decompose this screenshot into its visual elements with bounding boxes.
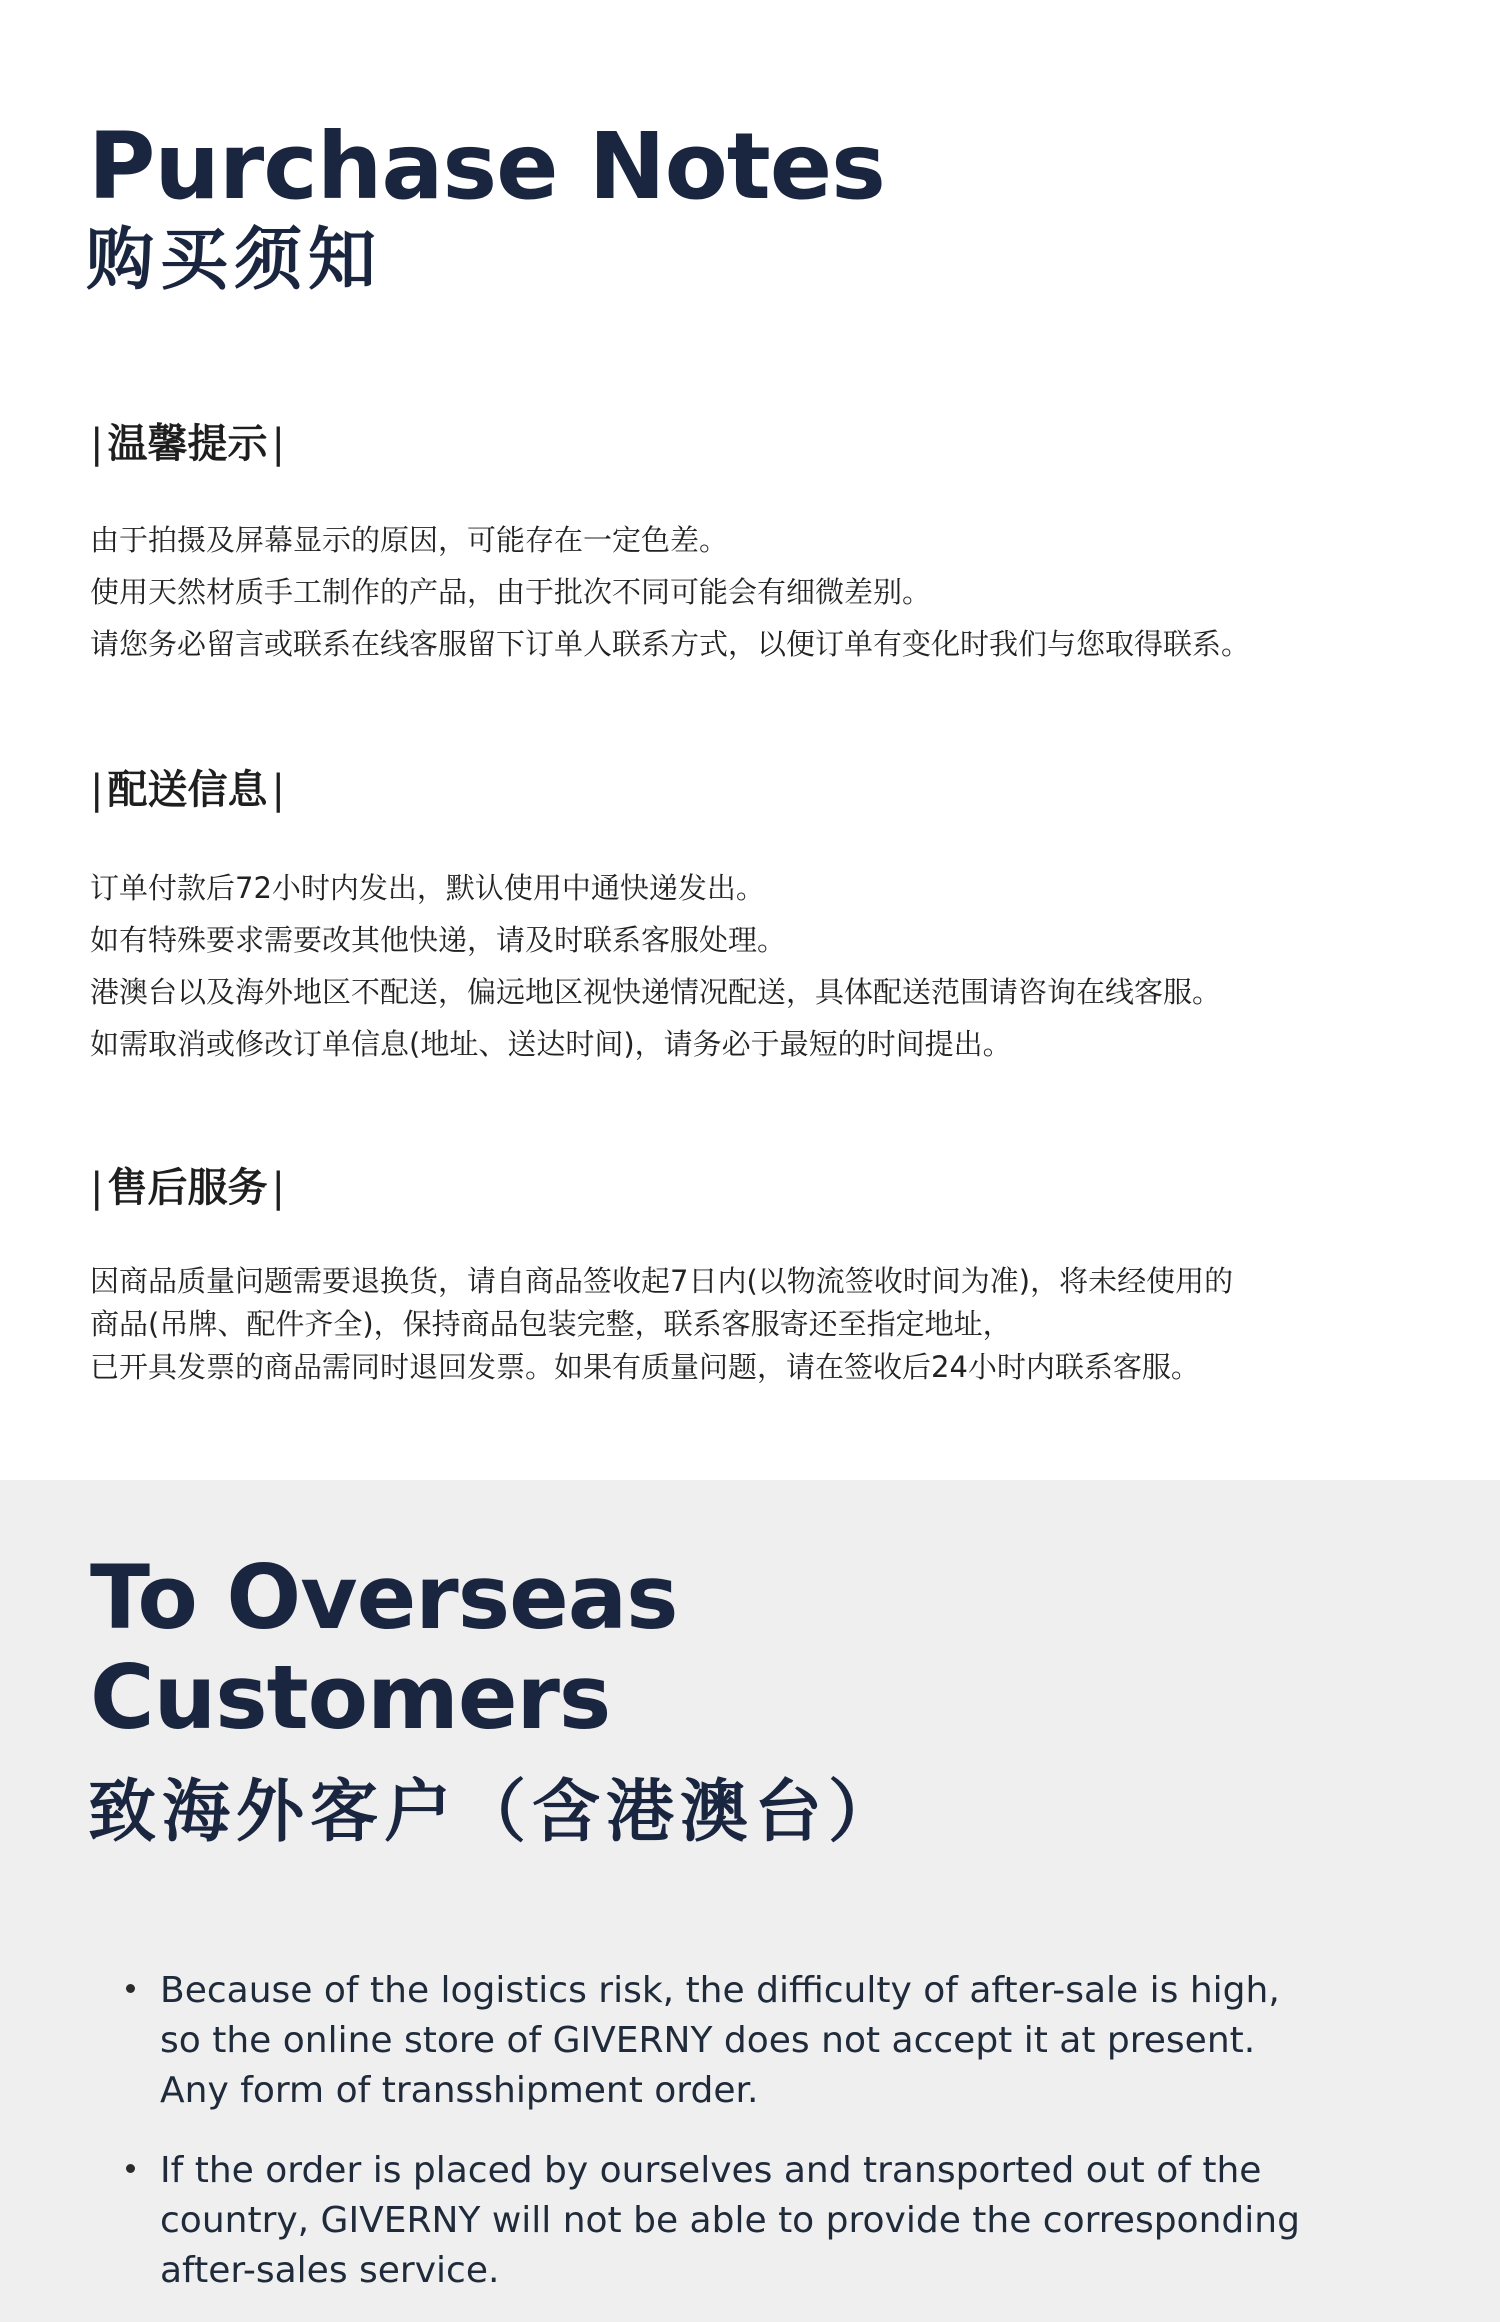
heading-bar-right: | xyxy=(271,1165,285,1211)
overseas-title-line: Customers xyxy=(90,1646,611,1749)
section-heading-delivery xyxy=(86,764,289,816)
text-line: 请您务必留言或联系在线客服留下订单人联系方式，以便订单有变化时我们与您取得联系。 xyxy=(90,627,1251,661)
text-line: 如需取消或修改订单信息(地址、送达时间)，请务必于最短的时间提出。 xyxy=(90,1027,1012,1061)
section-body-delivery xyxy=(90,862,1420,1070)
bullet-dot-icon xyxy=(126,2164,135,2173)
bullet-text-line: so the online store of GIVERNY does not accept it at present. xyxy=(160,2020,1256,2061)
bullet-text-line: country, GIVERNY will not be able to provide the corresponding xyxy=(160,2200,1300,2241)
section-heading-label: 温馨提示 xyxy=(107,420,268,467)
bullet-text-line: If the order is placed by ourselves and transported out of the xyxy=(160,2150,1262,2191)
heading-bar-right: | xyxy=(271,767,285,813)
text-line: 如有特殊要求需要改其他快递，请及时联系客服处理。 xyxy=(90,923,787,957)
section-heading-label: 售后服务 xyxy=(107,1164,268,1211)
text-line: 因商品质量问题需要退换货，请自商品签收起7日内(以物流签收时间为准)，将未经使用的 xyxy=(90,1264,1234,1298)
overseas-title xyxy=(90,1548,678,1748)
text-line: 使用天然材质手工制作的产品，由于批次不同可能会有细微差别。 xyxy=(90,575,932,609)
page-title: Purchase Notes xyxy=(88,113,885,220)
bullet-text-line: Because of the logistics risk, the difficulty of after-sale is high, xyxy=(160,1970,1280,2011)
section-body-after-sales xyxy=(90,1260,1420,1389)
bullet-text-line: after-sales service. xyxy=(160,2250,500,2291)
overseas-title-line: To Overseas xyxy=(90,1546,678,1649)
overseas-subtitle: 致海外客户（含港澳台） xyxy=(88,1772,903,1852)
text-line: 由于拍摄及屏幕显示的原因，可能存在一定色差。 xyxy=(90,523,729,557)
page-subtitle: 购买须知 xyxy=(86,220,383,300)
section-heading-label: 配送信息 xyxy=(107,766,268,813)
bullet-dot-icon xyxy=(126,1984,135,1993)
heading-bar-right: | xyxy=(271,421,285,467)
text-line: 已开具发票的商品需同时退回发票。如果有质量问题，请在签收后24小时内联系客服。 xyxy=(90,1350,1200,1384)
section-body-tips xyxy=(90,514,1420,670)
heading-bar-left: | xyxy=(90,1165,104,1211)
section-heading-after-sales xyxy=(86,1162,289,1214)
overseas-bullet-list xyxy=(126,1966,1426,2322)
heading-bar-left: | xyxy=(90,421,104,467)
text-line: 订单付款后72小时内发出，默认使用中通快递发出。 xyxy=(90,871,765,905)
text-line: 商品(吊牌、配件齐全)，保持商品包装完整，联系客服寄还至指定地址， xyxy=(90,1307,1012,1341)
list-item xyxy=(126,2146,1426,2296)
list-item xyxy=(126,1966,1426,2116)
section-heading-tips xyxy=(86,418,289,470)
bullet-text-line: Any form of transshipment order. xyxy=(160,2070,759,2111)
text-line: 港澳台以及海外地区不配送，偏远地区视快递情况配送，具体配送范围请咨询在线客服。 xyxy=(90,975,1222,1009)
heading-bar-left: | xyxy=(90,767,104,813)
